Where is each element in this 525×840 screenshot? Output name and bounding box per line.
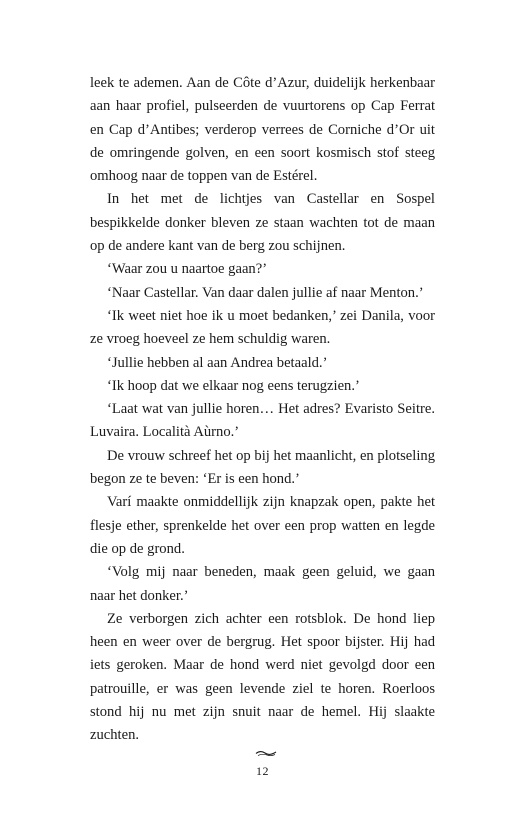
paragraph: ‘Naar Castellar. Van daar dalen jullie af naar Menton.’ <box>107 284 424 301</box>
paragraph: In het met de lichtjes van Castellar en Sospel bespikkelde donker bleven ze staan wachten tot de maan op de andere kant van de berg zou schijnen. <box>90 191 435 255</box>
paragraph: ‘Ik hoop dat we elkaar nog eens terugzien.’ <box>107 377 360 394</box>
paragraph: ‘Jullie hebben al aan Andrea betaald.’ <box>107 354 328 371</box>
paragraph: leek te ademen. Aan de Côte d’Azur, duidelijk herkenbaar aan haar profiel, pulseerden de vuurtorens op Cap Ferrat en Cap d’Antibes; verderop verrees de Corniche d’Or uit de omringende golven, en een soort kosmisch stof steeg omhoog naar de toppen van de Estérel. <box>90 75 435 185</box>
paragraph: Varí maakte onmiddellijk zijn knapzak open, pakte het flesje ether, sprenkelde het over een prop watten en legde die op de grond. <box>90 494 435 557</box>
paragraph: ‘Ik weet niet hoe ik u moet bedanken,’ zei Danila, voor ze vroeg hoeveel ze hem schuldig waren. <box>90 307 435 348</box>
wave-ornament-icon <box>255 749 277 757</box>
page-number: 12 <box>256 764 269 778</box>
body-text <box>90 72 435 748</box>
paragraph: ‘Laat wat van jullie horen… Het adres? Evaristo Seitre. Luvaira. Località Aùrno.’ <box>90 401 435 441</box>
paragraph: ‘Waar zou u naartoe gaan?’ <box>107 261 268 278</box>
paragraph: ‘Volg mij naar beneden, maak geen geluid, we gaan naar het donker.’ <box>90 564 435 604</box>
paragraph: Ze verborgen zich achter een rotsblok. De hond liep heen en weer over de bergrug. Het spoor bijster. Hij had iets geroken. Maar de hond werd niet gevolgd door een patrouille, er was geen levende ziel te horen. Roerloos stond hij nu met zijn snuit naar de hemel. Hij slaakte zuchten. <box>90 610 435 744</box>
paragraph: De vrouw schreef het op bij het maanlicht, en plotseling begon ze te beven: ‘Er is een hond.’ <box>90 447 435 488</box>
